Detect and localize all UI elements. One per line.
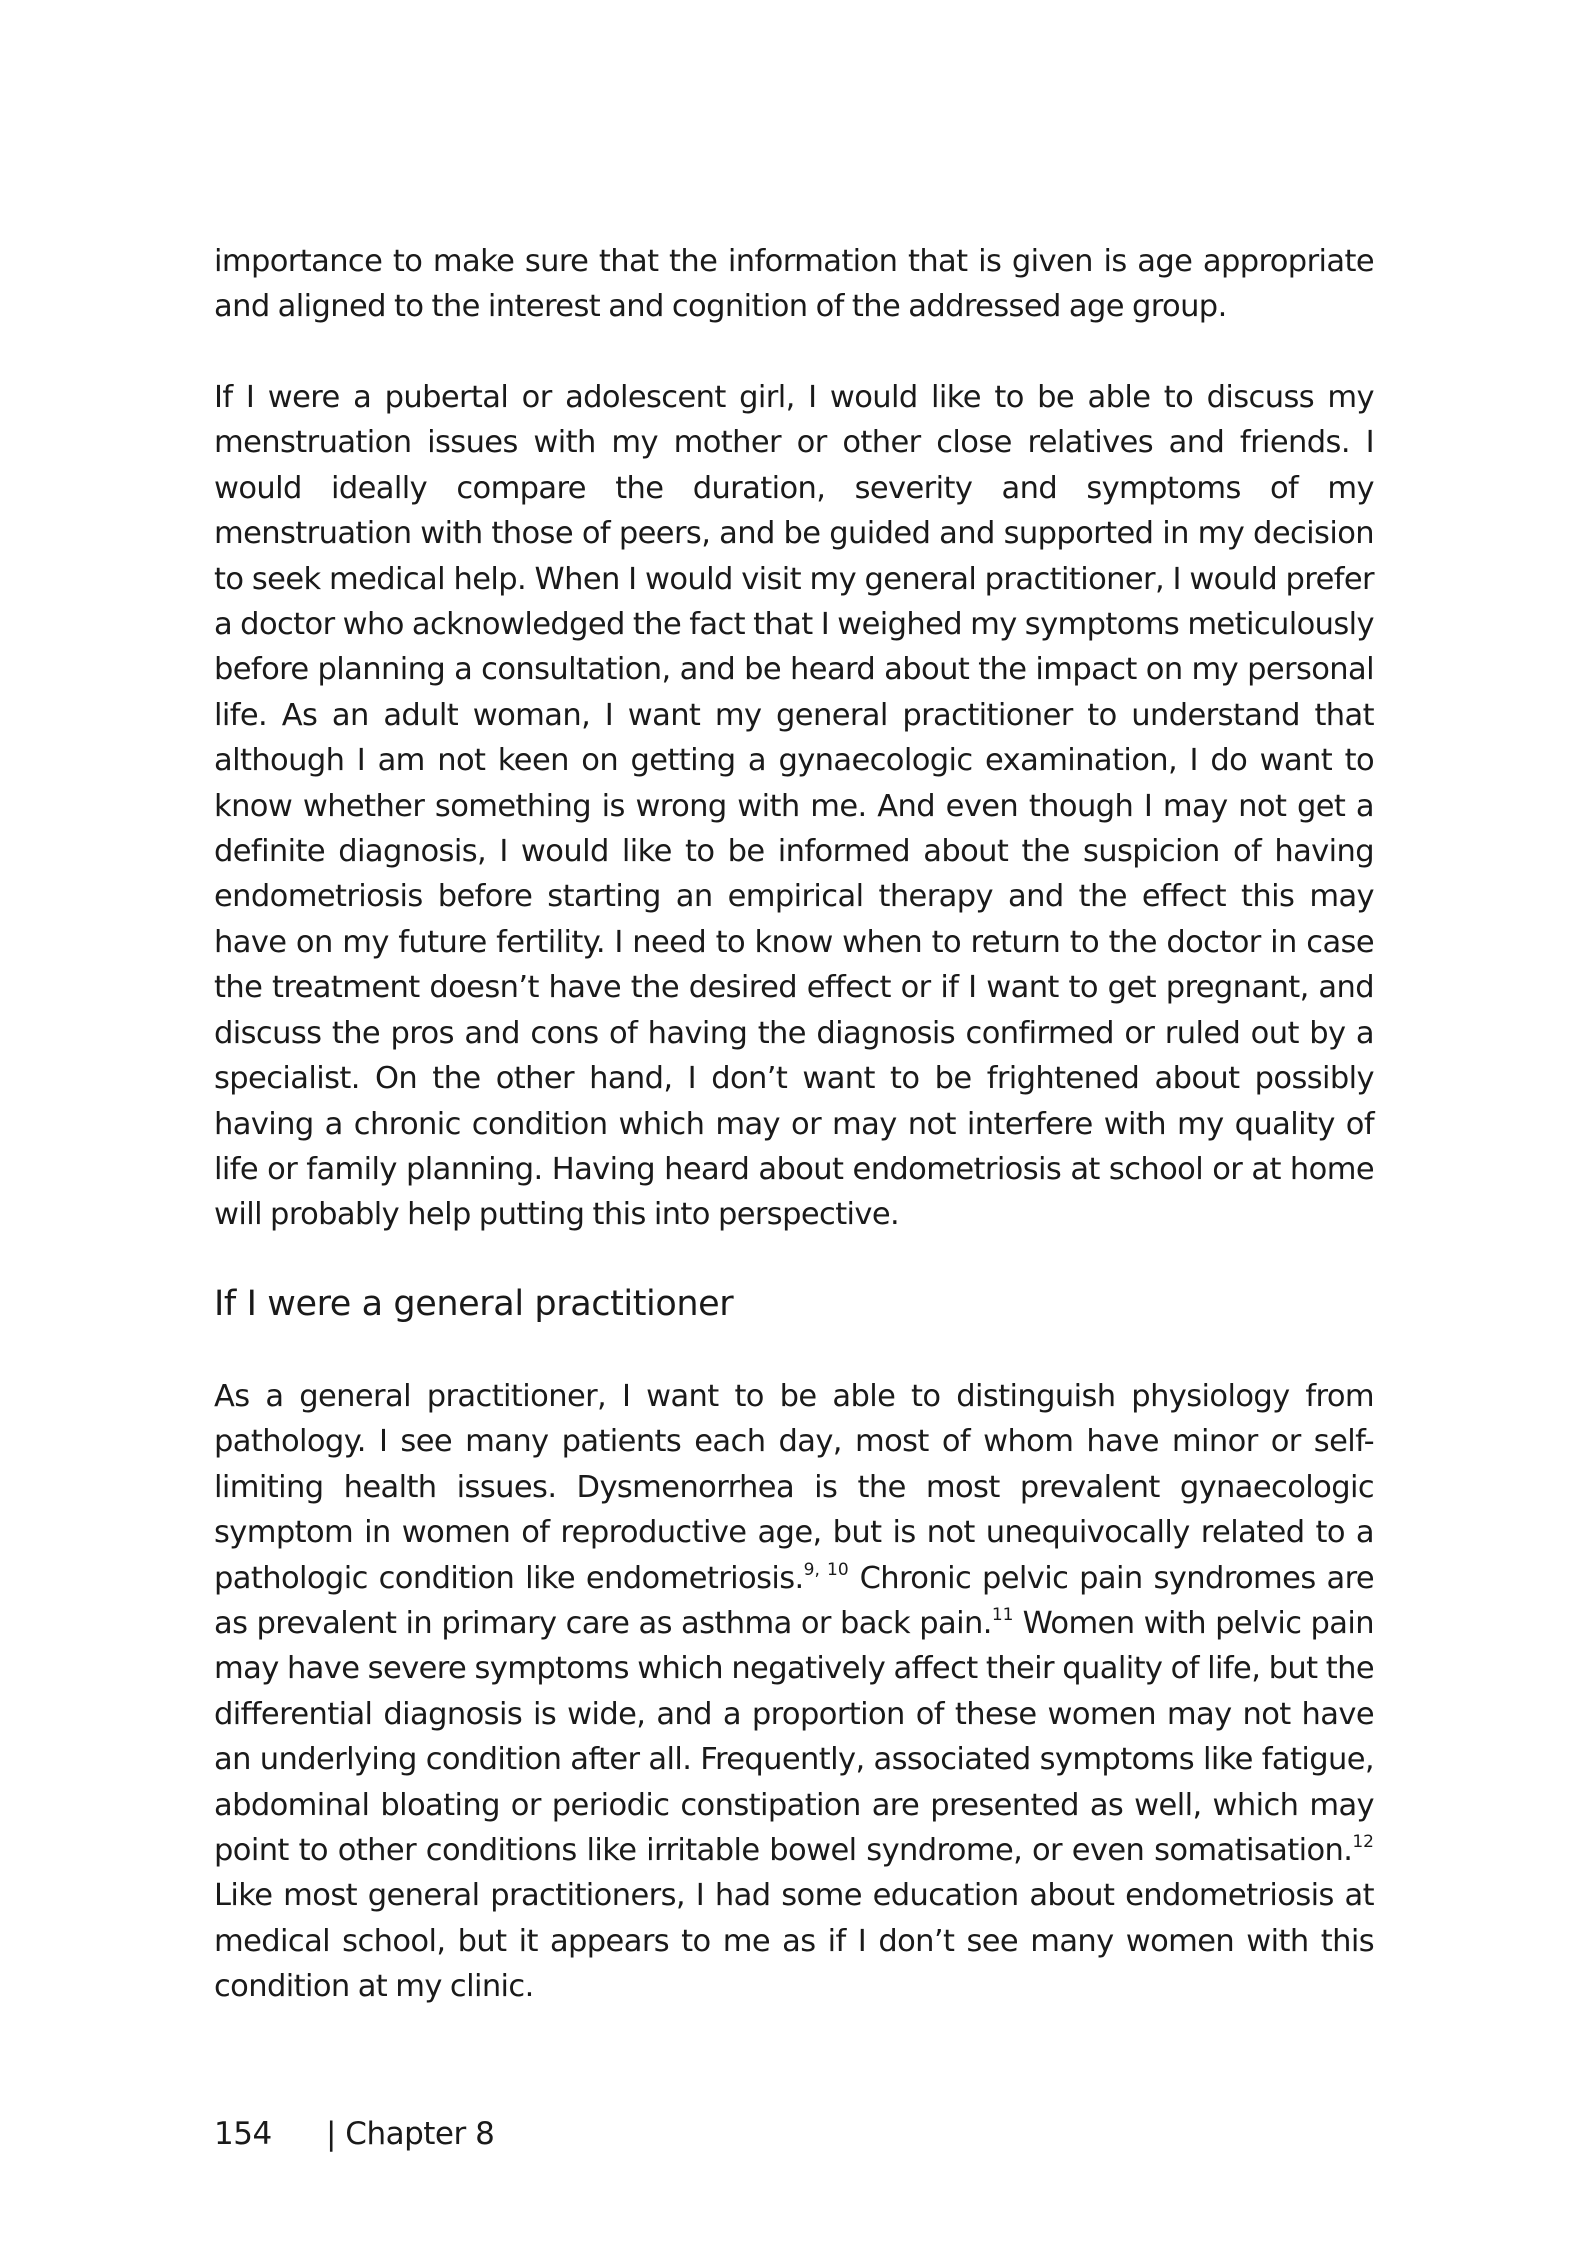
gp-text-part-2: Chronic pelvic pain syndromes are as prevalent in primary care as asthma or back pain. <box>214 1560 1375 1642</box>
reference-superscript: 9, 10 <box>803 1559 849 1580</box>
reference-superscript: 11 <box>991 1605 1014 1626</box>
gp-text-part-3: Women with pelvic pain may have severe symptoms which negatively affect their quality of life, but the differential diagnosis is wide, and a proportion of these women may not have an underlying condition after all. Frequently, associated symptoms like fatigue, abdominal bloating or periodic constipation are presented as well, which may point to other conditions like irritable bowel syndrome, or even somatisation. <box>214 1606 1374 1869</box>
gp-text-part-1: As a general practitioner, I want to be able to distinguish physiology from pathology. I see many patients each day, most of whom have minor or self-limiting health issues. Dysmenorrhea is the most prevalent gynaecologic symptom in women of reproductive age, but is not unequivocally related to a pathologic condition like endometriosis. <box>214 1379 1374 1596</box>
paragraph-intro-continuation: importance to make sure that the information that is given is age appropriate and aligned to the interest and cognition of the addressed age group. <box>214 244 1374 325</box>
gp-text-part-4: Like most general practitioners, I had some education about endometriosis at medical school, but it appears to me as if I don’t see many women with this condition at my clinic. <box>214 1878 1374 2005</box>
chapter-label: | Chapter 8 <box>326 2116 495 2152</box>
paragraph-adolescent-girl: If I were a pubertal or adolescent girl, I would like to be able to discuss my menstruation issues with my mother or other close relatives and friends. I would ideally compare the duration, severity and symptoms of my menstruation with those of peers, and be guided and supported in my decision to seek medical help. When I would visit my general practitioner, I would prefer a doctor who acknowledged the fact that I weighed my symptoms meticulously before planning a consultation, and be heard about the impact on my personal life. As an adult woman, I want my general practitioner to understand that although I am not keen on getting a gynaecologic examination, I do want to know whether something is wrong with me. And even though I may not get a definite diagnosis, I would like to be informed about the suspicion of having endometriosis before starting an empirical therapy and the effect this may have on my future fertility. I need to know when to return to the doctor in case the treatment doesn’t have the desired effect or if I want to get pregnant, and discuss the pros and cons of having the diagnosis confirmed or ruled out by a specialist. On the other hand, I don’t want to be frightened about possibly having a chronic condition which may or may not interfere with my quality of life or family planning. Having heard about endometriosis at school or at home will probably help putting this into perspective. <box>214 380 1374 1233</box>
reference-superscript: 12 <box>1352 1832 1374 1853</box>
paragraph-general-practitioner <box>214 1374 1374 2010</box>
page-footer <box>214 2114 494 2154</box>
section-heading: If I were a general practitioner <box>214 1284 734 1324</box>
page-number: 154 <box>214 2116 272 2152</box>
